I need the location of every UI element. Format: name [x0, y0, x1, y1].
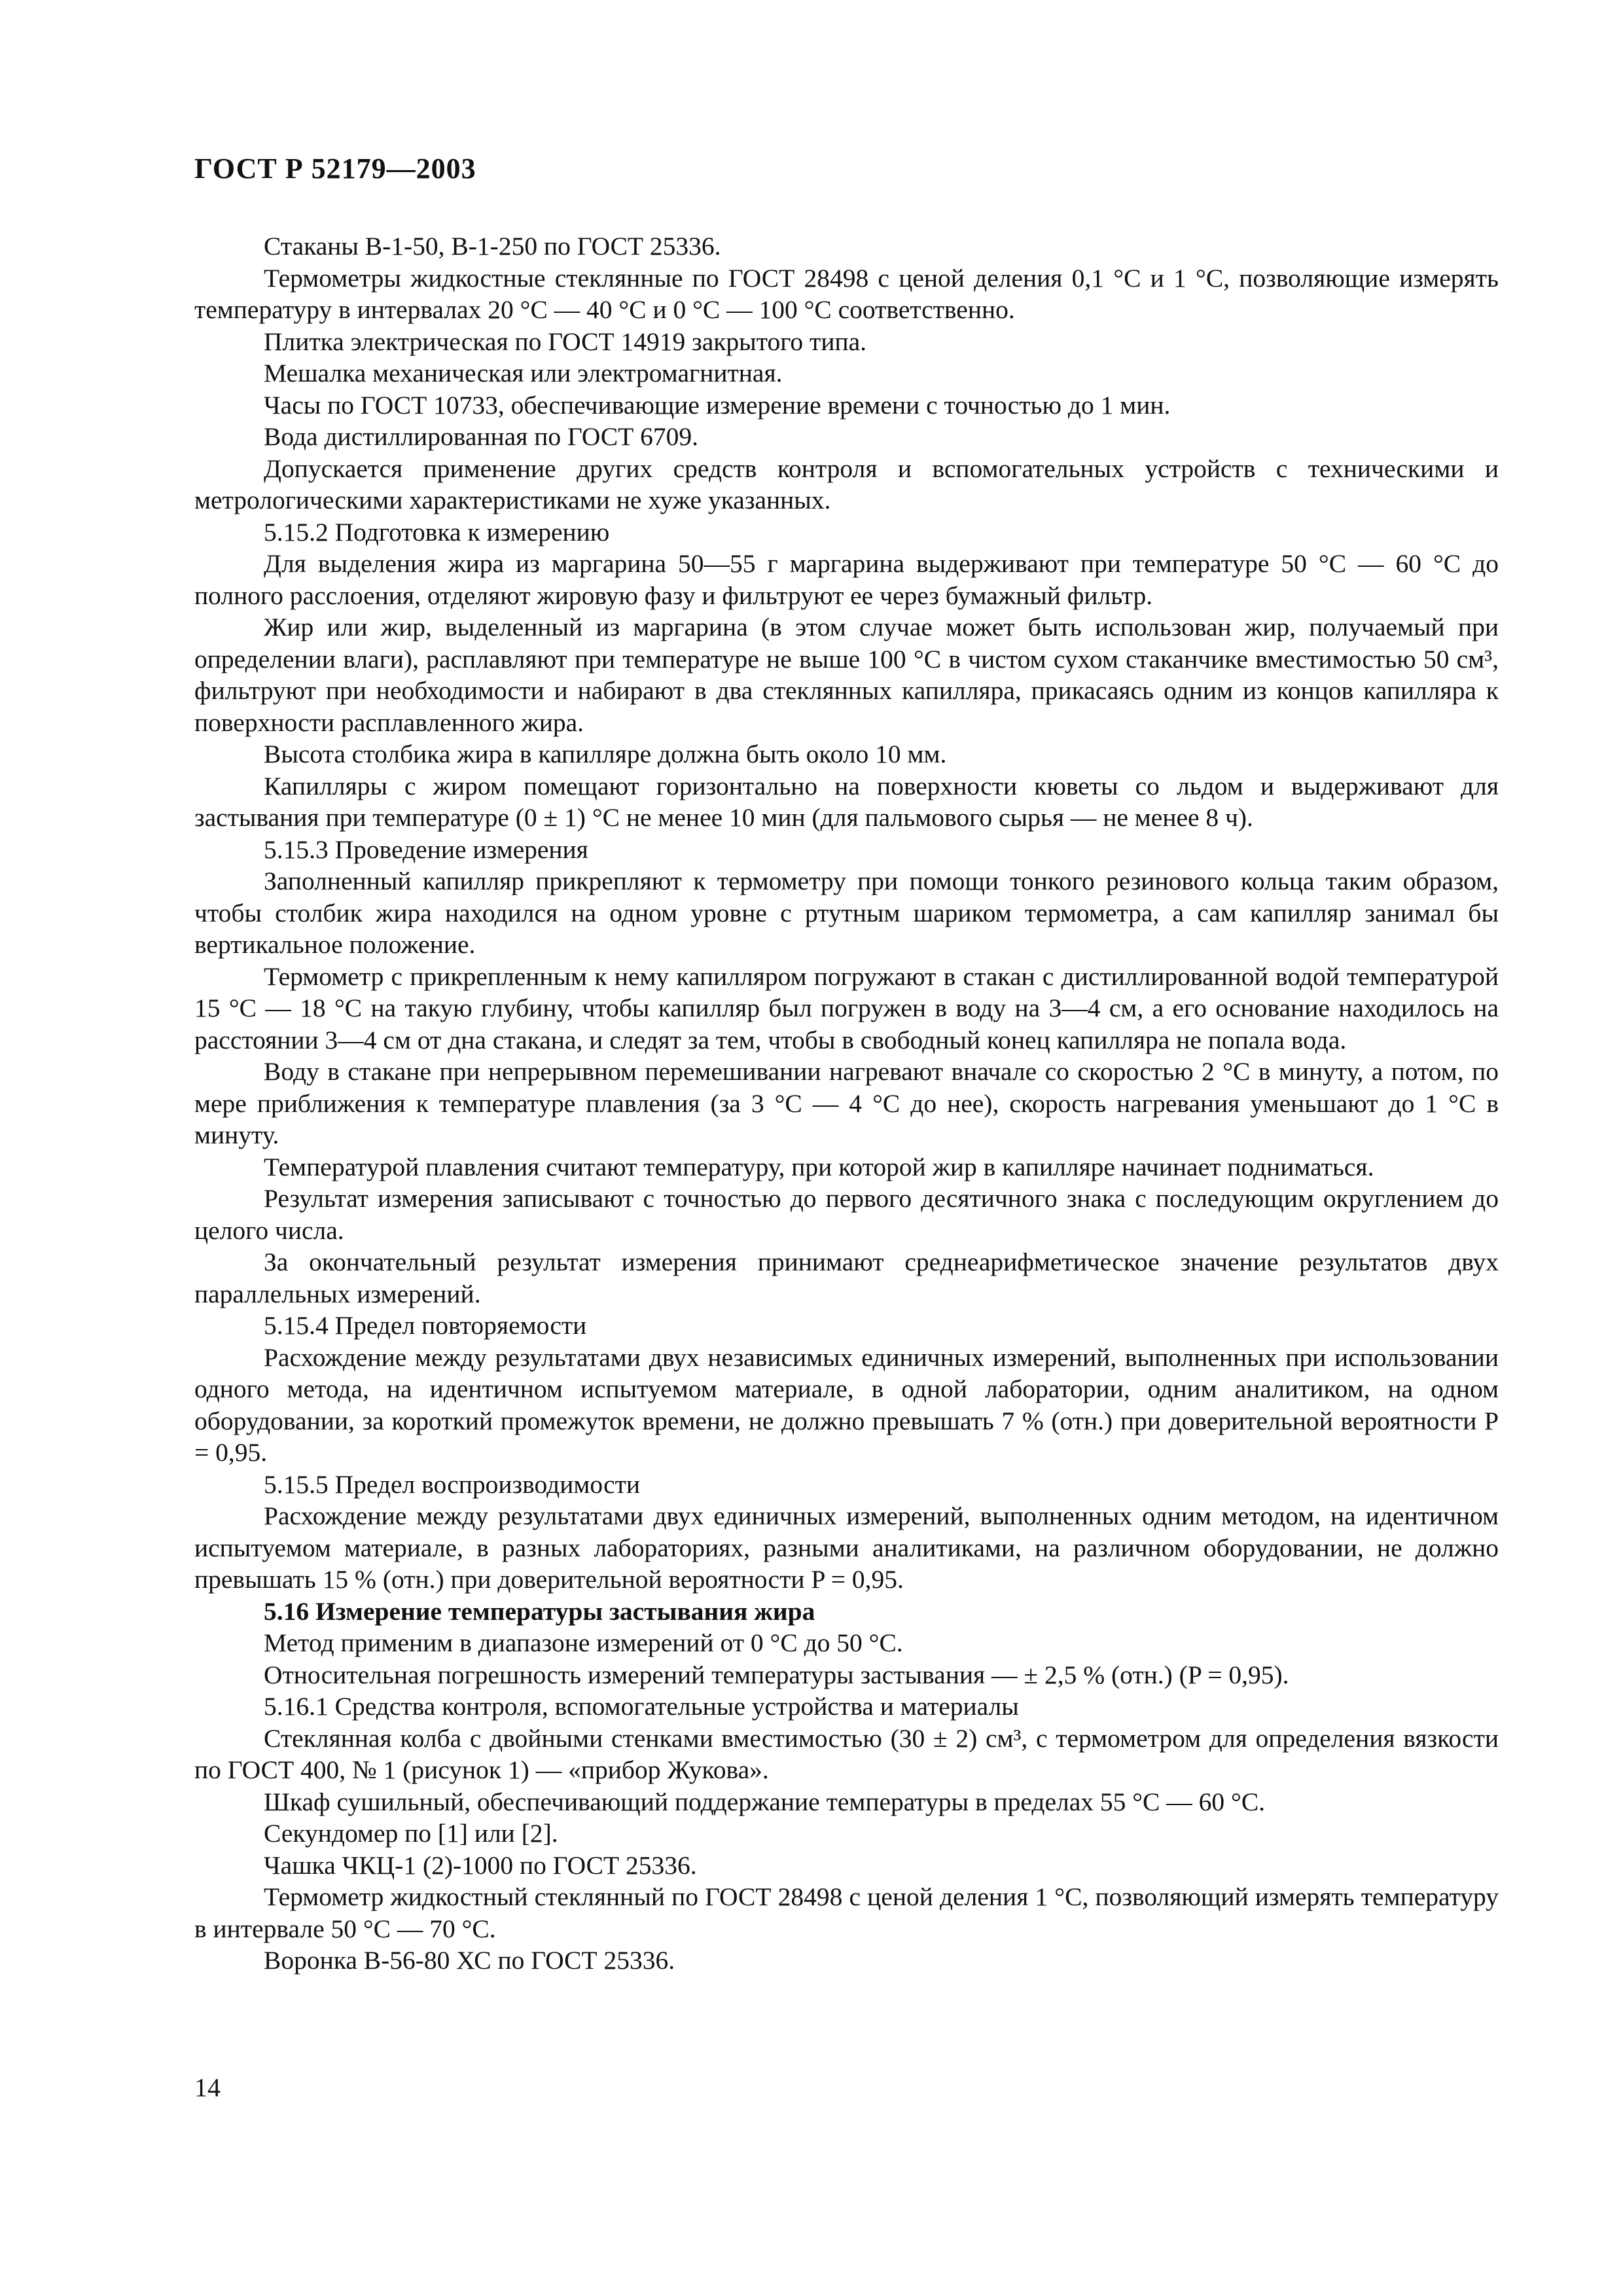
paragraph: Термометр с прикрепленным к нему капилляром погружают в стакан с дистиллированной водой температурой 15 °С — 18 °С на такую глубину, чтобы капилляр был погружен в воду на 3—4 см, а его основание находилось на расстоянии 3—4 см от дна стакана, и следят за тем, чтобы в свободный конец капилляра не попала вода. — [194, 961, 1499, 1054]
paragraph: Расхождение между результатами двух единичных измерений, выполненных одним методом, на идентичном испытуемом материале, в разных лабораториях, разными аналитиками, на различном оборудовании, не должно превышать 15 % (отн.) при доверительной вероятности P = 0,95. — [194, 1501, 1499, 1594]
paragraph: Расхождение между результатами двух независимых единичных измерений, выполненных при использовании одного метода, на идентичном испытуемом материале, в одной лаборатории, одним аналитиком, на одном оборудовании, за короткий промежуток времени, не должно превышать 7 % (отн.) при доверительной вероятности P = 0,95. — [194, 1342, 1499, 1467]
paragraph: Высота столбика жира в капилляре должна быть около 10 мм. — [264, 740, 947, 768]
page-number: 14 — [194, 2073, 221, 2102]
paragraph: Термометр жидкостный стеклянный по ГОСТ 28498 с ценой деления 1 °С, позволяющий измерять температуру в интервале 50 °С — 70 °С. — [194, 1882, 1499, 1943]
paragraph: Плитка электрическая по ГОСТ 14919 закрытого типа. — [264, 327, 866, 356]
subsection-heading: 5.15.4 Предел повторяемости — [264, 1311, 587, 1340]
paragraph: Для выделения жира из маргарина 50—55 г маргарина выдерживают при температуре 50 °С — 60 °С до полного расслоения, отделяют жировую фазу и фильтруют ее через бумажный фильтр. — [194, 549, 1499, 610]
subsection-heading: 5.15.2 Подготовка к измерению — [264, 517, 610, 547]
paragraph: Заполненный капилляр прикрепляют к термометру при помощи тонкого резинового кольца таким образом, чтобы столбик жира находился на одном уровне с ртутным шариком термометра, а сам капилляр занимал бы вертикальное положение. — [194, 867, 1499, 959]
body-text — [194, 230, 1499, 1977]
paragraph: За окончательный результат измерения принимают среднеарифметическое значение результатов двух параллельных измерений. — [194, 1247, 1499, 1308]
paragraph: Вода дистиллированная по ГОСТ 6709. — [264, 422, 699, 451]
subsection-heading: 5.16.1 Средства контроля, вспомогательные устройства и материалы — [264, 1692, 1019, 1721]
paragraph: Относительная погрешность измерений температуры застывания — ± 2,5 % (отн.) (P = 0,95). — [264, 1660, 1289, 1689]
paragraph: Температурой плавления считают температуру, при которой жир в капилляре начинает подниматься. — [264, 1152, 1374, 1181]
paragraph: Мешалка механическая или электромагнитная. — [264, 359, 783, 387]
paragraph: Секундомер по [1] или [2]. — [264, 1819, 558, 1848]
section-heading: 5.16 Измерение температуры застывания жира — [264, 1596, 815, 1626]
document-header: ГОСТ Р 52179—2003 — [194, 152, 476, 185]
paragraph: Метод применим в диапазоне измерений от 0 °С до 50 °С. — [264, 1628, 903, 1657]
paragraph: Термометры жидкостные стеклянные по ГОСТ 28498 с ценой деления 0,1 °С и 1 °С, позволяющие измерять температуру в интервалах 20 °С — 40 °С и 0 °С — 100 °С соответственно. — [194, 263, 1499, 324]
paragraph: Допускается применение других средств контроля и вспомогательных устройств с техническими и метрологическими характеристиками не хуже указанных. — [194, 454, 1499, 514]
paragraph: Воду в стакане при непрерывном перемешивании нагревают вначале со скоростью 2 °С в минуту, а потом, по мере приближения к температуре плавления (за 3 °С — 4 °С до нее), скорость нагревания уменьшают до 1 °С в минуту. — [194, 1057, 1499, 1149]
paragraph: Капилляры с жиром помещают горизонтально на поверхности кюветы со льдом и выдерживают для застывания при температуре (0 ± 1) °С не менее 10 мин (для пальмового сырья — не менее 8 ч). — [194, 771, 1499, 832]
paragraph: Чашка ЧКЦ-1 (2)-1000 по ГОСТ 25336. — [264, 1850, 697, 1880]
paragraph: Воронка В-56-80 ХС по ГОСТ 25336. — [264, 1946, 675, 1975]
paragraph: Шкаф сушильный, обеспечивающий поддержание температуры в пределах 55 °С — 60 °С. — [264, 1787, 1266, 1816]
subsection-heading: 5.15.5 Предел воспроизводимости — [264, 1469, 641, 1499]
paragraph: Часы по ГОСТ 10733, обеспечивающие измерение времени с точностью до 1 мин. — [264, 390, 1171, 420]
paragraph: Стеклянная колба с двойными стенками вместимостью (30 ± 2) см³, с термометром для определения вязкости по ГОСТ 400, № 1 (рисунок 1) — «прибор Жукова». — [194, 1723, 1499, 1784]
paragraph: Жир или жир, выделенный из маргарина (в этом случае может быть использован жир, получаемый при определении влаги), расплавляют при температуре не выше 100 °С в чистом сухом стаканчике вместимостью 50 см³, фильтруют при необходимости и набирают в два стеклянных капилляра, прикасаясь одним из концов капилляра к поверхности расплавленного жира. — [194, 613, 1499, 737]
subsection-heading: 5.15.3 Проведение измерения — [264, 834, 588, 864]
paragraph: Стаканы В-1-50, В-1-250 по ГОСТ 25336. — [264, 232, 721, 260]
paragraph: Результат измерения записывают с точностью до первого десятичного знака с последующим округлением до целого числа. — [194, 1184, 1499, 1245]
